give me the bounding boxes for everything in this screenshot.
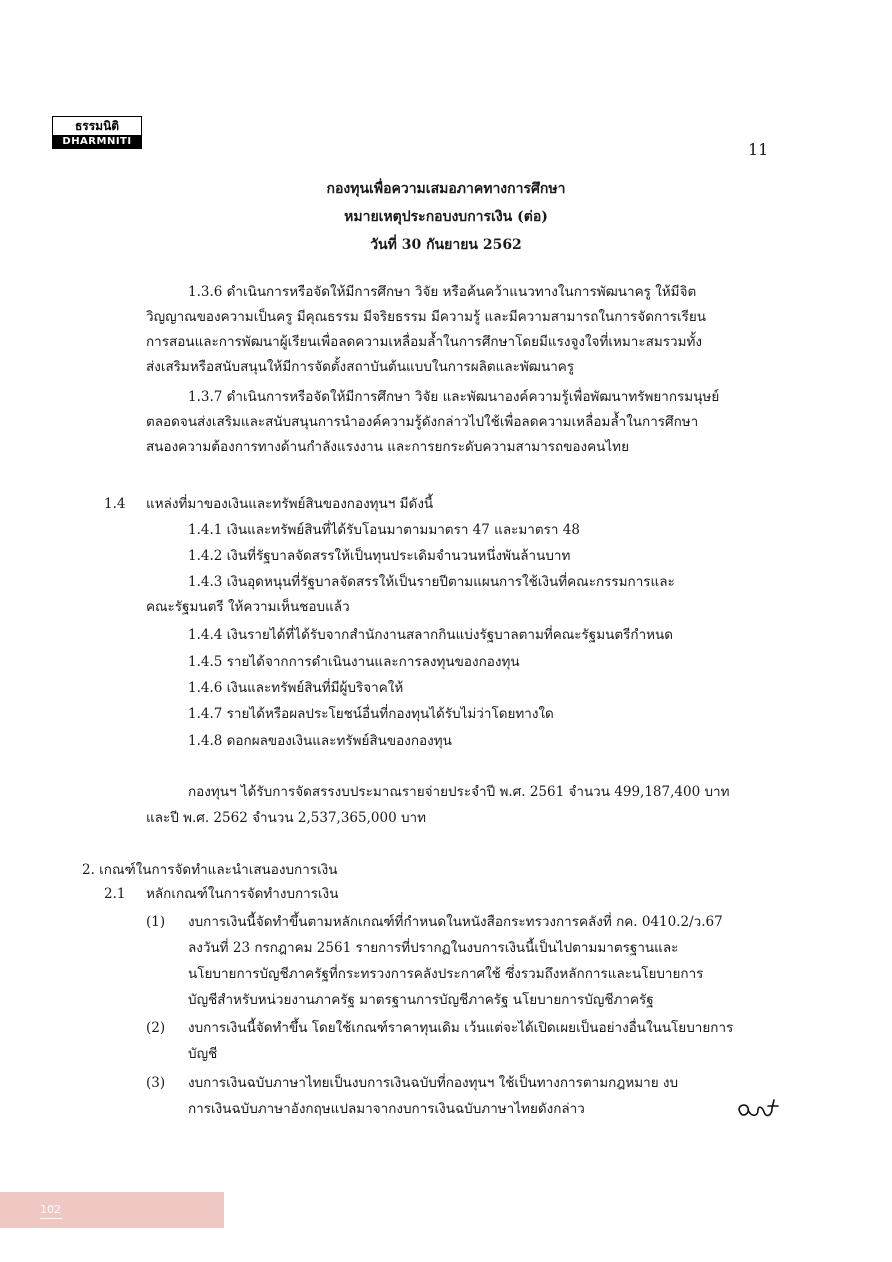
list-item-1-4-5: 1.4.5 รายได้จากการดำเนินงานและการลงทุนของกองทุน bbox=[188, 654, 520, 670]
list-item-1-4-7: 1.4.7 รายได้หรือผลประโยชน์อื่นที่กองทุนได้รับไม่ว่าโดยทางใด bbox=[188, 706, 554, 722]
section-2-1-number: 2.1 bbox=[104, 886, 126, 902]
item-3-line: งบการเงินฉบับภาษาไทยเป็นงบการเงินฉบับที่กองทุนฯ ใช้เป็นทางการตามกฎหมาย งบ bbox=[188, 1075, 679, 1091]
para-1-3-7-line: 1.3.7 ดำเนินการหรือจัดให้มีการศึกษา วิจัย และพัฒนาองค์ความรู้เพื่อพัฒนาทรัพยากรมนุษย์ bbox=[188, 389, 720, 405]
logo-english-text: DHARMNITI bbox=[53, 135, 141, 148]
section-1-4-title: แหล่งที่มาของเงินและทรัพย์สินของกองทุนฯ มีดังนี้ bbox=[146, 496, 434, 512]
footer-underline bbox=[40, 1218, 62, 1219]
section-1-4-number: 1.4 bbox=[104, 496, 126, 512]
para-1-3-7-line: สนองความต้องการทางด้านกำลังแรงงาน และการยกระดับความสามารถของคนไทย bbox=[146, 439, 629, 455]
list-item-1-4-1: 1.4.1 เงินและทรัพย์สินที่ได้รับโอนมาตามมาตรา 47 และมาตรา 48 bbox=[188, 522, 580, 538]
header-title: กองทุนเพื่อความเสมอภาคทางการศึกษา bbox=[326, 181, 566, 197]
logo-thai-text: ธรรมนิติ bbox=[53, 117, 141, 135]
item-1-line: บัญชีสำหรับหน่วยงานภาครัฐ มาตรฐานการบัญชีภาครัฐ นโยบายการบัญชีภาครัฐ bbox=[188, 992, 654, 1008]
handwritten-initials bbox=[734, 1096, 784, 1122]
header-subtitle: หมายเหตุประกอบงบการเงิน (ต่อ) bbox=[344, 209, 548, 225]
list-item-1-4-3-cont: คณะรัฐมนตรี ให้ความเห็นชอบแล้ว bbox=[146, 599, 350, 615]
footer-page-number: 102 bbox=[40, 1203, 61, 1216]
item-1-line: นโยบายการบัญชีภาครัฐที่กระทรวงการคลังประกาศใช้ ซึ่งรวมถึงหลักการและนโยบายการ bbox=[188, 966, 704, 982]
item-1-number: (1) bbox=[146, 914, 166, 930]
para-1-3-6-line: ส่งเสริมหรือสนับสนุนให้มีการจัดตั้งสถาบันต้นแบบในการผลิตและพัฒนาครู bbox=[146, 359, 575, 375]
page-number: 11 bbox=[748, 140, 769, 159]
list-item-1-4-8: 1.4.8 ดอกผลของเงินและทรัพย์สินของกองทุน bbox=[188, 733, 452, 749]
para-1-3-6-line: 1.3.6 ดำเนินการหรือจัดให้มีการศึกษา วิจัย หรือค้นคว้าแนวทางในการพัฒนาครู ให้มีจิต bbox=[188, 284, 697, 300]
item-1-line: ลงวันที่ 23 กรกฎาคม 2561 รายการที่ปรากฏในงบการเงินนี้เป็นไปตามมาตรฐานและ bbox=[188, 940, 679, 956]
para-1-3-7-line: ตลอดจนส่งเสริมและสนับสนุนการนำองค์ความรู้ดังกล่าวไปใช้เพื่อลดความเหลื่อมล้ำในการศึกษา bbox=[146, 414, 699, 430]
list-item-1-4-3: 1.4.3 เงินอุดหนุนที่รัฐบาลจัดสรรให้เป็นรายปีตามแผนการใช้เงินที่คณะกรรมการและ bbox=[188, 574, 675, 590]
item-3-number: (3) bbox=[146, 1075, 166, 1091]
list-item-1-4-2: 1.4.2 เงินที่รัฐบาลจัดสรรให้เป็นทุนประเดิมจำนวนหนึ่งพันล้านบาท bbox=[188, 548, 571, 564]
para-1-3-6-line: การสอนและการพัฒนาผู้เรียนเพื่อลดความเหลื่อมล้ำในการศึกษาโดยมีแรงจูงใจที่เหมาะสมรวมทั้ง bbox=[146, 334, 702, 350]
para-1-3-6-line: วิญญาณของความเป็นครู มีคุณธรรม มีจริยธรรม มีความรู้ และมีความสามารถในการจัดการเรียน bbox=[146, 309, 706, 325]
item-2-line: บัญชี bbox=[188, 1046, 218, 1062]
item-2-line: งบการเงินนี้จัดทำขึ้น โดยใช้เกณฑ์ราคาทุนเดิม เว้นแต่จะได้เปิดเผยเป็นอย่างอื่นในนโยบายการ bbox=[188, 1020, 734, 1036]
section-2-1-title: หลักเกณฑ์ในการจัดทำงบการเงิน bbox=[146, 886, 339, 902]
header-date: วันที่ 30 กันยายน 2562 bbox=[370, 237, 522, 253]
list-item-1-4-6: 1.4.6 เงินและทรัพย์สินที่มีผู้บริจาคให้ bbox=[188, 680, 404, 696]
list-item-1-4-4: 1.4.4 เงินรายได้ที่ได้รับจากสำนักงานสลากกินแบ่งรัฐบาลตามที่คณะรัฐมนตรีกำหนด bbox=[188, 627, 674, 643]
section-2-title: 2. เกณฑ์ในการจัดทำและนำเสนองบการเงิน bbox=[82, 862, 338, 878]
item-2-number: (2) bbox=[146, 1020, 166, 1036]
footer-band bbox=[0, 1192, 224, 1228]
dharmniti-logo bbox=[52, 116, 142, 149]
item-1-line: งบการเงินนี้จัดทำขึ้นตามหลักเกณฑ์ที่กำหนดในหนังสือกระทรวงการคลังที่ กค. 0410.2/ว.67 bbox=[188, 914, 723, 930]
item-3-line: การเงินฉบับภาษาอังกฤษแปลมาจากงบการเงินฉบับภาษาไทยดังกล่าว bbox=[188, 1101, 585, 1117]
budget-line: กองทุนฯ ได้รับการจัดสรรงบประมาณรายจ่ายประจำปี พ.ศ. 2561 จำนวน 499,187,400 บาท bbox=[188, 784, 730, 800]
budget-line: และปี พ.ศ. 2562 จำนวน 2,537,365,000 บาท bbox=[146, 810, 426, 826]
